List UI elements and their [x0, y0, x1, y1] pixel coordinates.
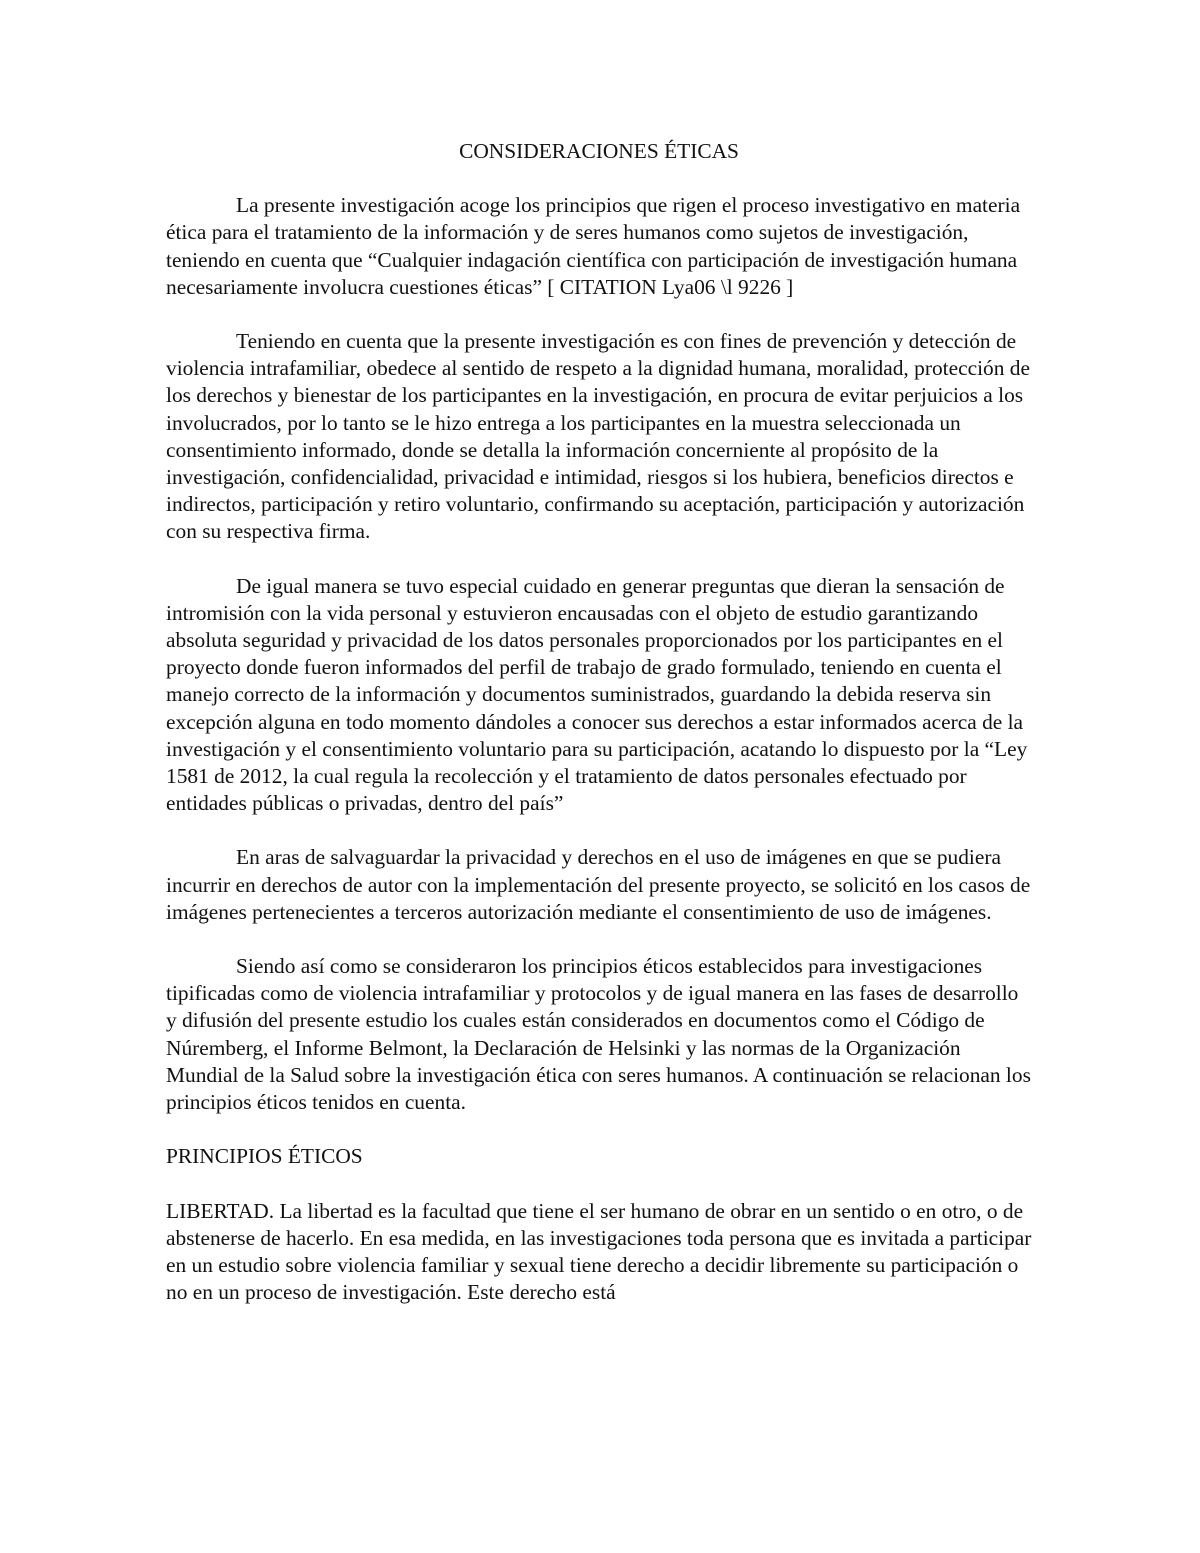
paragraph-libertad: LIBERTAD. La libertad es la facultad que tiene el ser humano de obrar en un sentido o en otro, o de abstenerse de hacerlo. En esa medida, en las investigaciones toda persona que es invitada a participar en un estudio sobre violencia familiar y sexual tiene derecho a decidir libremente su participación o no en un proceso de investigación. Este derecho está: [166, 1198, 1032, 1305]
paragraph-principles: La presente investigación acoge los principios que rigen el proceso investigativo en materia ética para el tratamiento de la información y de seres humanos como sujetos de investigación, teniendo en cuenta que “Cualquier indagación científica con participación de investigación humana necesariamente involucra cuestiones éticas” [ CITATION Lya06 \l 9226 ]: [166, 193, 1021, 299]
paragraph-prevention: Teniendo en cuenta que la presente investigación es con fines de prevención y detección de violencia intrafamiliar, obedece al sentido de respeto a la dignidad humana, moralidad, protección de los derechos y bienestar de los participantes en la investigación, en procura de evitar perjuicios a los involucrados, por lo tanto se le hizo entrega a los participantes en la muestra seleccionada un consentimiento informado, donde se detalla la información concerniente al propósito de la investigación, confidencialidad, privacidad e intimidad, riesgos si los hubiera, beneficios directos e indirectos, participación y retiro voluntario, confirmando su aceptación, participación y autorización con su respectiva firma.: [166, 329, 1030, 544]
paragraph-images: En aras de salvaguardar la privacidad y derechos en el uso de imágenes en que se pudiera incurrir en derechos de autor con la implementación del presente proyecto, se solicitó en los casos de imágenes pertenecientes a terceros autorización mediante el consentimiento de uso de imágenes.: [166, 845, 1031, 924]
document-title: CONSIDERACIONES ÉTICAS: [459, 139, 739, 163]
document-body: [166, 138, 1032, 1306]
paragraph-ethical-codes: Siendo así como se consideraron los principios éticos establecidos para investigaciones tipificadas como de violencia intrafamiliar y protocolos y de igual manera en las fases de desarrollo y difusión del presente estudio los cuales están considerados en documentos como el Código de Núremberg, el Informe Belmont, la Declaración de Helsinki y las normas de la Organización Mundial de la Salud sobre la investigación ética con seres humanos. A continuación se relacionan los principios éticos tenidos en cuenta.: [166, 954, 1031, 1115]
section-heading: PRINCIPIOS ÉTICOS: [166, 1144, 363, 1169]
paragraph-privacy: De igual manera se tuvo especial cuidado en generar preguntas que dieran la sensación de intromisión con la vida personal y estuvieron encausadas con el objeto de estudio garantizando absoluta seguridad y privacidad de los datos personales proporcionados por los participantes en el proyecto donde fueron informados del perfil de trabajo de grado formulado, teniendo en cuenta el manejo correcto de la información y documentos suministrados, guardando la debida reserva sin excepción alguna en todo momento dándoles a conocer sus derechos a estar informados acerca de la investigación y el consentimiento voluntario para su participación, acatando lo dispuesto por la “Ley 1581 de 2012, la cual regula la recolección y el tratamiento de datos personales efectuado por entidades públicas o privadas, dentro del país”: [166, 573, 1028, 816]
